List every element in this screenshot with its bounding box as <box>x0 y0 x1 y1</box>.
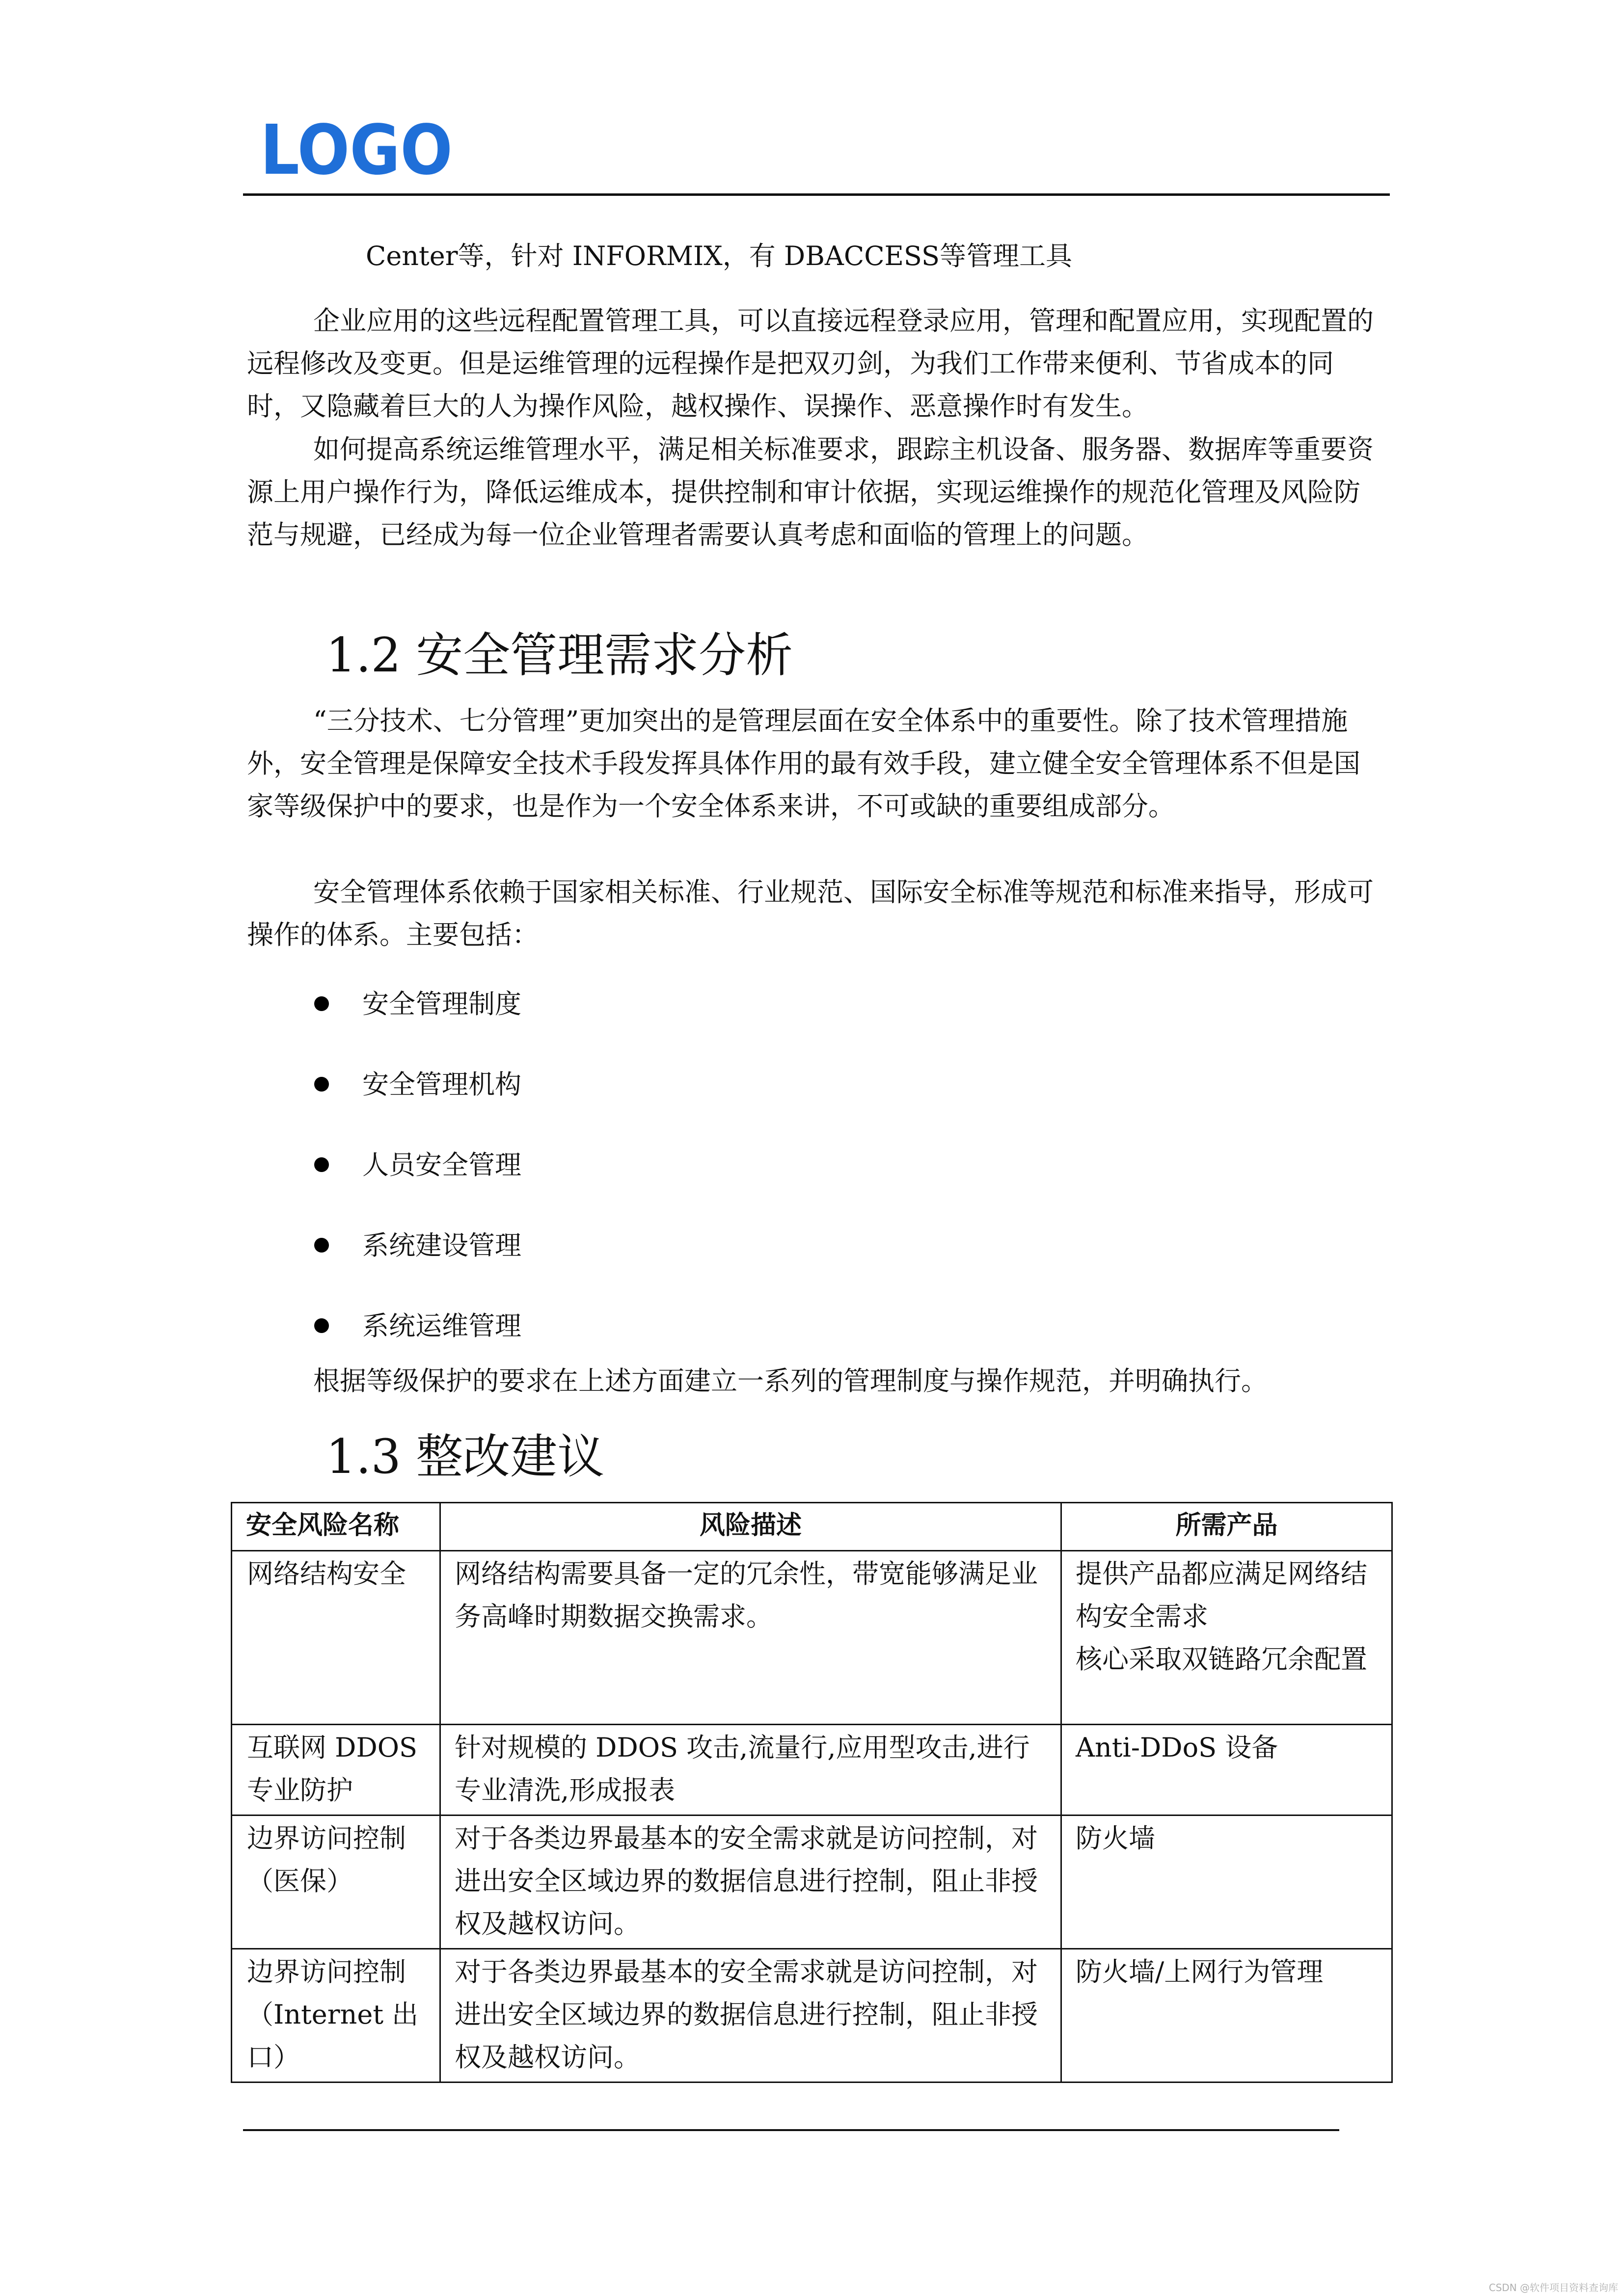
section-heading-1-2: 1.2 安全管理需求分析 <box>326 628 793 683</box>
list-item: 系统建设管理 <box>314 1224 521 1305</box>
cell-risk-name: 网络结构安全 <box>232 1551 440 1725</box>
section-1-2-paragraph-2: 安全管理体系依赖于国家相关标准、行业规范、国际安全标准等规范和标准来指导，形成可操作的体系。主要包括： <box>247 877 1374 950</box>
management-items-list <box>314 983 521 1385</box>
bullet-icon <box>314 1157 329 1172</box>
section-1-2-paragraph-1: “三分技术、七分管理”更加突出的是管理层面在安全体系中的重要性。除了技术管理措施外，安全管理是保障安全技术手段发挥具体作用的最有效手段，建立健全安全管理体系不但是国家等级保护中的要求，也是作为一个安全体系来讲，不可或缺的重要组成部分。 <box>247 705 1360 822</box>
cell-risk-description: 针对规模的 DDOS 攻击,流量行,应用型攻击,进行专业清洗,形成报表 <box>440 1725 1061 1815</box>
cell-risk-name: 边界访问控制（Internet 出口） <box>232 1949 440 2082</box>
cell-risk-description: 对于各类边界最基本的安全需求就是访问控制，对进出安全区域边界的数据信息进行控制，阻止非授权及越权访问。 <box>440 1949 1061 2082</box>
column-header-risk-name: 安全风险名称 <box>232 1503 440 1551</box>
footer-rule <box>243 2129 1339 2131</box>
table-row <box>232 1551 1392 1725</box>
bullet-icon <box>314 996 329 1011</box>
table-row <box>232 1949 1392 2082</box>
watermark: CSDN @软件项目资料查询库 <box>1489 2282 1618 2294</box>
bullet-icon <box>314 1238 329 1253</box>
list-item: 系统运维管理 <box>314 1305 521 1385</box>
section-1-2-closing: 根据等级保护的要求在上述方面建立一系列的管理制度与操作规范，并明确执行。 <box>313 1365 1268 1396</box>
table-row <box>232 1815 1392 1949</box>
cell-risk-name: 互联网 DDOS 专业防护 <box>232 1725 440 1815</box>
section-heading-1-3: 1.3 整改建议 <box>326 1429 605 1484</box>
cell-required-product: 提供产品都应满足网络结构安全需求 核心采取双链路冗余配置 <box>1061 1551 1392 1725</box>
table-row <box>232 1725 1392 1815</box>
cell-risk-description: 网络结构需要具备一定的冗余性，带宽能够满足业务高峰时期数据交换需求。 <box>440 1551 1061 1725</box>
list-item: 安全管理机构 <box>314 1063 521 1144</box>
table-header-row <box>232 1503 1392 1551</box>
intro-paragraph-2: 如何提高系统运维管理水平，满足相关标准要求，跟踪主机设备、服务器、数据库等重要资源上用户操作行为，降低运维成本，提供控制和审计依据，实现运维操作的规范化管理及风险防范与规避，已经成为每一位企业管理者需要认真考虑和面临的管理上的问题。 <box>247 434 1374 550</box>
list-item: 安全管理制度 <box>314 983 521 1063</box>
column-header-required-product: 所需产品 <box>1061 1503 1392 1551</box>
cell-required-product: 防火墙/上网行为管理 <box>1061 1949 1392 2082</box>
cell-risk-name: 边界访问控制（医保） <box>232 1815 440 1949</box>
intro-paragraph-1: 企业应用的这些远程配置管理工具，可以直接远程登录应用，管理和配置应用，实现配置的远程修改及变更。但是运维管理的远程操作是把双刃剑，为我们工作带来便利、节省成本的同时，又隐藏着巨大的人为操作风险，越权操作、误操作、恶意操作时有发生。 <box>247 305 1374 422</box>
continuation-line: Center等，针对 INFORMIX，有 DBACCESS等管理工具 <box>366 240 1072 271</box>
bullet-icon <box>314 1318 329 1333</box>
cell-required-product: 防火墙 <box>1061 1815 1392 1949</box>
bullet-icon <box>314 1077 329 1092</box>
logo-text: LOGO <box>260 121 453 180</box>
header-rule <box>243 193 1390 196</box>
cell-risk-description: 对于各类边界最基本的安全需求就是访问控制，对进出安全区域边界的数据信息进行控制，阻止非授权及越权访问。 <box>440 1815 1061 1949</box>
rectification-table <box>231 1502 1393 2083</box>
cell-required-product: Anti-DDoS 设备 <box>1061 1725 1392 1815</box>
list-item: 人员安全管理 <box>314 1144 521 1224</box>
logo <box>260 121 457 180</box>
column-header-risk-description: 风险描述 <box>440 1503 1061 1551</box>
